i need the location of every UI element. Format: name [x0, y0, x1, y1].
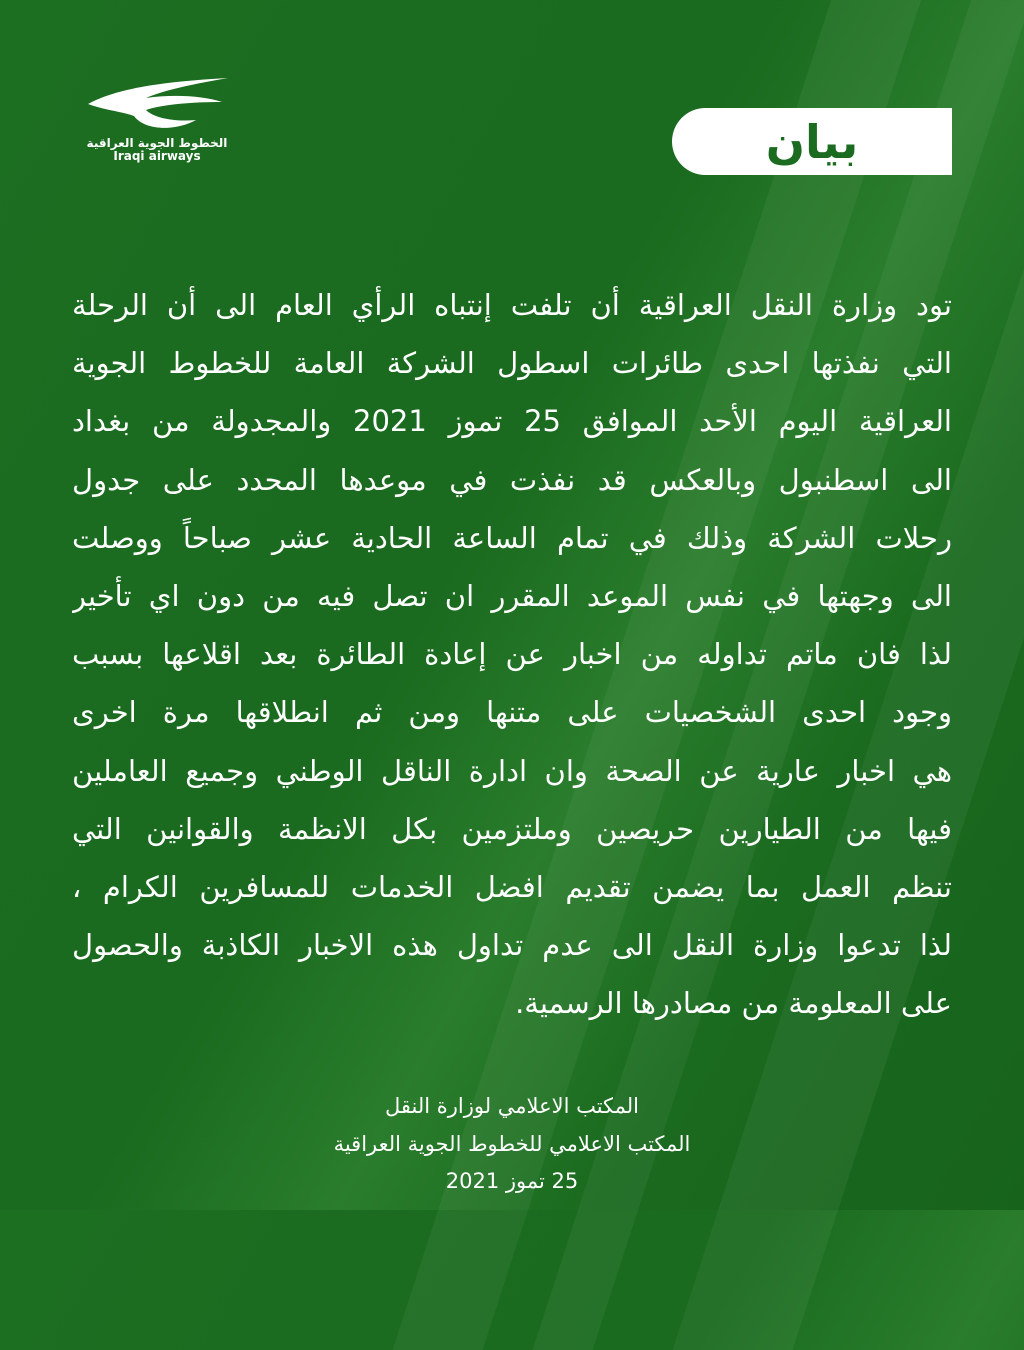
body-line: تود وزارة النقل العراقية أن تلفت إنتباه الرأي العام الى أن الرحلة	[72, 288, 952, 322]
logo-arabic-text: الخطوط الجوية العراقية	[86, 136, 228, 150]
iraqi-airways-logo	[82, 72, 232, 162]
body-line: لذا تدعوا وزارة النقل الى عدم تداول هذه الاخبار الكاذبة والحصول	[72, 928, 952, 963]
body-line: وجود احدى الشخصيات على متنها ومن ثم انطلاقها مرة اخرى	[72, 695, 952, 730]
statement-body	[72, 276, 952, 1032]
body-line: الى وجهتها في نفس الموعد المقرر ان تصل فيه من دون اي تأخير	[72, 578, 952, 613]
body-line: تنظم العمل بما يضمن تقديم افضل الخدمات للمسافرين الكرام ،	[72, 869, 952, 904]
statement-title-banner	[672, 108, 952, 175]
logo-english-text: Iraqi airways	[113, 149, 201, 163]
statement-footer	[0, 1088, 1024, 1201]
statement-title: بيان	[765, 114, 859, 169]
footer-ministry-office: المكتب الاعلامي لوزارة النقل	[384, 1094, 640, 1118]
body-line: على المعلومة من مصادرها الرسمية.	[515, 986, 952, 1021]
body-line: فيها من الطيارين حريصين وملتزمين بكل الانظمة والقوانين التي	[72, 811, 952, 846]
body-line: هي اخبار عارية عن الصحة وان ادارة الناقل الوطني وجميع العاملين	[72, 753, 952, 788]
body-line: العراقية اليوم الأحد الموافق 25 تموز 2021 والمجدولة من بغداد	[72, 404, 952, 439]
body-line: لذا فان ماتم تداوله من اخبار عن إعادة الطائرة بعد اقلاعها بسبب	[72, 637, 952, 672]
body-line: الى اسطنبول وبالعكس قد نفذت في موعدها المحدد على جدول	[72, 462, 952, 497]
body-line: التي نفذتها احدى طائرات اسطول الشركة العامة للخطوط الجوية	[72, 346, 952, 381]
body-line: رحلات الشركة وذلك في تمام الساعة الحادية عشر صباحاً ووصلت	[72, 520, 952, 555]
footer-date: 25 تموز 2021	[445, 1169, 579, 1193]
bird-logo-icon	[84, 72, 230, 134]
footer-airways-office: المكتب الاعلامي للخطوط الجوية العراقية	[333, 1131, 691, 1156]
